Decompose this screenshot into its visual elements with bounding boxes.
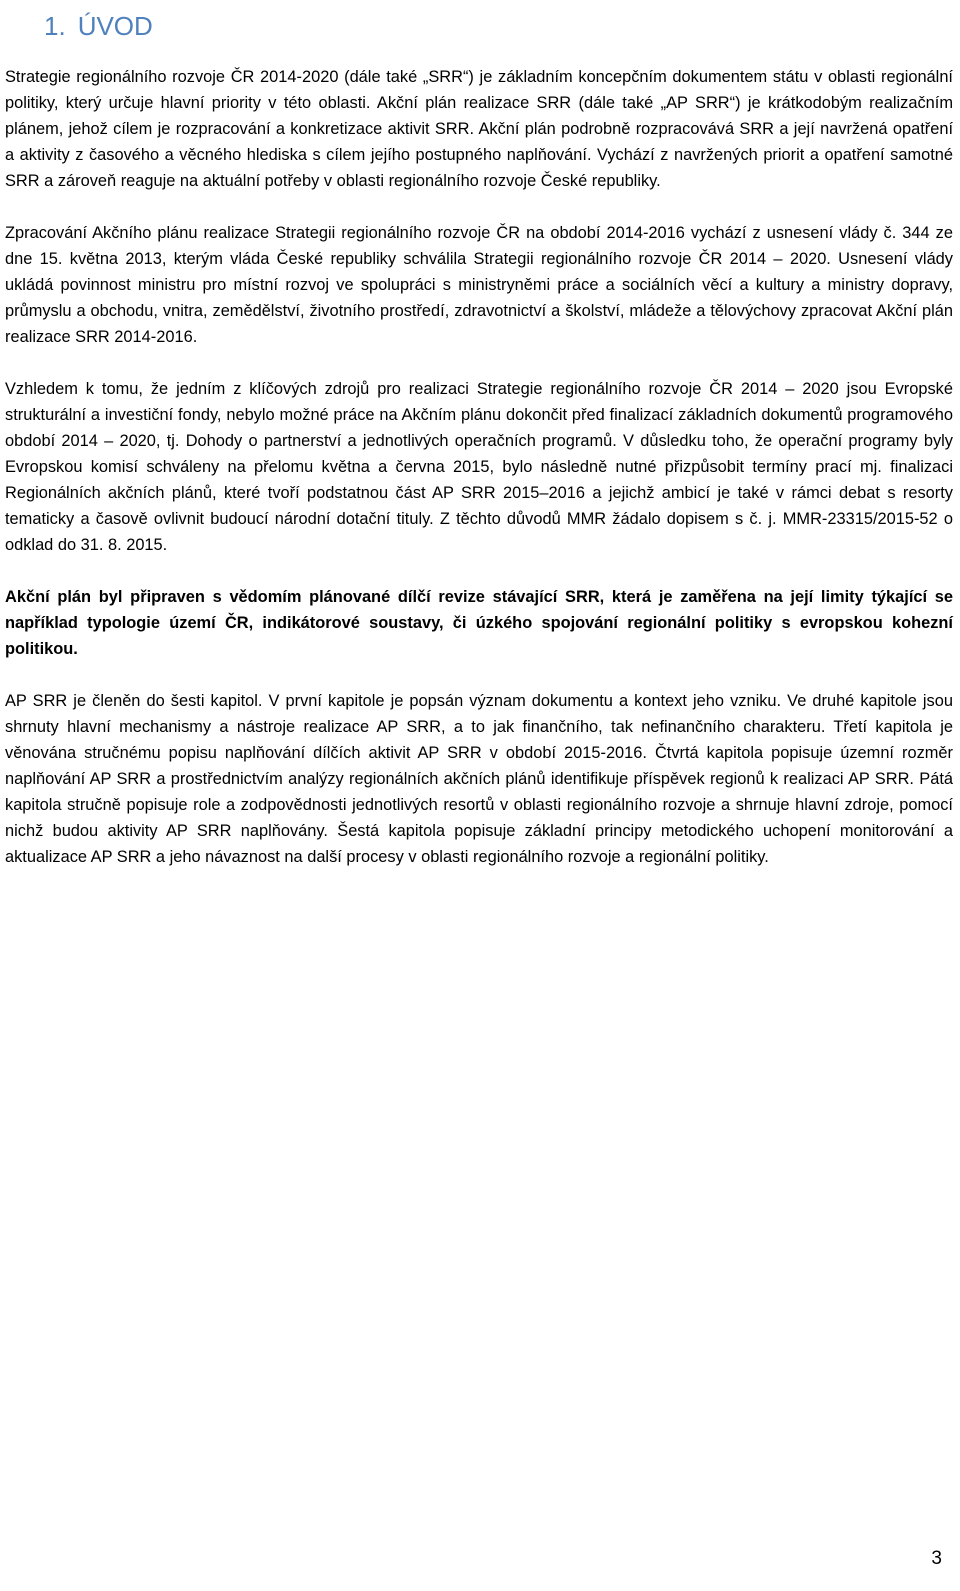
section-title: ÚVOD: [77, 10, 153, 41]
document-page: [5, 0, 953, 870]
section-number: 1.: [44, 10, 66, 41]
section-heading: [5, 0, 953, 46]
paragraph-revision-note: Akční plán byl připraven s vědomím plánované dílčí revize stávající SRR, která je zaměřena na její limity týkající se například typologie území ČR, indikátorové soustavy, či úzkého spojování regionální politiky s evropskou kohezní politikou.: [5, 588, 953, 658]
paragraph-introduction: Strategie regionálního rozvoje ČR 2014-2020 (dále také „SRR“) je základním koncepčním dokumentem státu v oblasti regionální politiky, který určuje hlavní priority v této oblasti. Akční plán realizace SRR (dále také „AP SRR“) je krátkodobým realizačním plánem, jehož cílem je rozpracování a konkretizace aktivit SRR. Akční plán podrobně rozpracovává SRR a její navržená opatření a aktivity z časového a věcného hlediska s cílem jejího postupného naplňování. Vychází z navržených priorit a opatření samotné SRR a zároveň reaguje na aktuální potřeby v oblasti regionálního rozvoje České republiky.: [5, 68, 953, 190]
page-number: 3: [931, 1548, 942, 1569]
paragraph-timing: Vzhledem k tomu, že jedním z klíčových zdrojů pro realizaci Strategie regionálního rozvoje ČR 2014 – 2020 jsou Evropské strukturální a investiční fondy, nebylo možné práce na Akčním plánu dokončit před finalizací základních dokumentů programového období 2014 – 2020, tj. Dohody o partnerství a jednotlivých operačních programů. V důsledku toho, že operační programy byly Evropskou komisí schváleny na přelomu května a června 2015, bylo následně nutné přizpůsobit termíny prací mj. finalizaci Regionálních akčních plánů, které tvoří podstatnou část AP SRR 2015–2016 a jejichž ambicí je také v rámci debat s resorty tematicky a časově ovlivnit budoucí národní dotační tituly. Z těchto důvodů MMR žádalo dopisem s č. j. MMR-23315/2015-52 o odklad do 31. 8. 2015.: [5, 380, 953, 554]
paragraph-government-resolution: Zpracování Akčního plánu realizace Strategii regionálního rozvoje ČR na období 2014-2016 vychází z usnesení vlády č. 344 ze dne 15. května 2013, kterým vláda České republiky schválila Strategii regionálního rozvoje ČR 2014 – 2020. Usnesení vlády ukládá povinnost ministru pro místní rozvoj ve spolupráci s ministryněmi práce a sociálních věcí a kultury a ministry dopravy, průmyslu a obchodu, vnitra, zemědělství, životního prostředí, zdravotnictví a školství, mládeže a tělovýchovy zpracovat Akční plán realizace SRR 2014-2016.: [5, 224, 953, 346]
paragraph-chapters-overview: AP SRR je členěn do šesti kapitol. V první kapitole je popsán význam dokumentu a kontext jeho vzniku. Ve druhé kapitole jsou shrnuty hlavní mechanismy a nástroje realizace AP SRR, a to jak finančního, tak nefinančního charakteru. Třetí kapitola je věnována stručnému popisu naplňování dílčích aktivit AP SRR v období 2015-2016. Čtvrtá kapitola popisuje územní rozměr naplňování AP SRR a prostřednictvím analýzy regionálních akčních plánů identifikuje příspěvek regionů k realizaci AP SRR. Pátá kapitola stručně popisuje role a zodpovědnosti jednotlivých resortů v oblasti regionálního rozvoje a shrnuje hlavní zdroje, pomocí nichž budou aktivity AP SRR naplňovány. Šestá kapitola popisuje základní principy metodického uchopení monitorování a aktualizace AP SRR a jeho návaznost na další procesy v oblasti regionálního rozvoje a regionální politiky.: [5, 692, 953, 866]
